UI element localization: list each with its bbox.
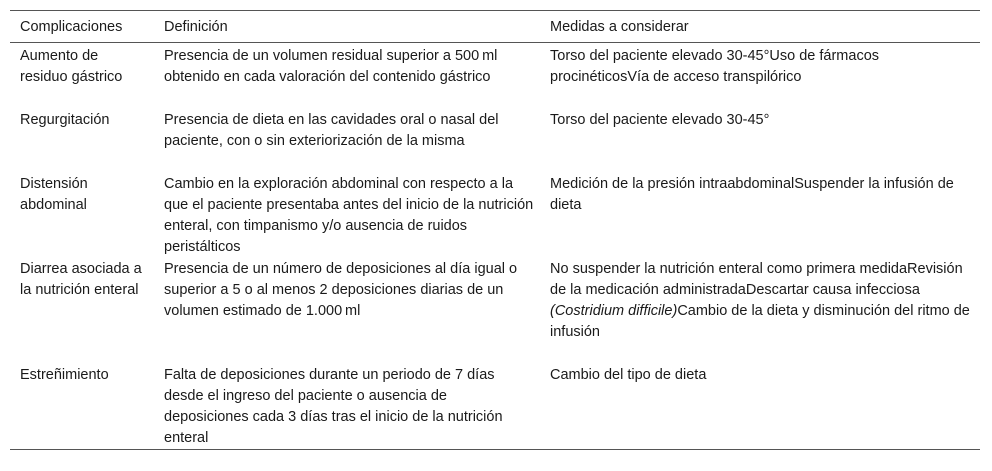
cell-measures: Medición de la presión intraabdominalSuspender la infusión de dieta xyxy=(550,176,954,213)
table-body xyxy=(10,43,980,450)
cell-measures: Torso del paciente elevado 30-45° xyxy=(550,112,770,128)
cell-definition: Presencia de un número de deposiciones al día igual o superior a 5 o al menos 2 deposiciones diarias de un volumen estimado de 1.000 ml xyxy=(164,261,518,319)
cell-measures xyxy=(540,258,980,364)
cell-measures: Cambio del tipo de dieta xyxy=(540,364,980,450)
complications-table-container xyxy=(10,10,980,450)
cell-complication: Aumento de residuo gástrico xyxy=(20,48,123,85)
cell-measures: Torso del paciente elevado 30-45°Uso de fármacos procinéticosVía de acceso transpilórico xyxy=(550,48,880,85)
cell-complication: Diarrea asociada a la nutrición enteral xyxy=(20,261,142,298)
complications-table xyxy=(10,10,980,450)
table-row xyxy=(10,109,980,173)
measures-text-after: Cambio de la dieta y disminución del ritmo de infusión xyxy=(550,303,970,340)
header-definicion: Definición xyxy=(154,11,540,43)
table-row xyxy=(10,43,980,110)
measures-text-before: No suspender la nutrición enteral como primera medidaRevisión de la medicación administradaDescartar causa infecciosa xyxy=(550,261,963,298)
cell-definition: Cambio en la exploración abdominal con respecto a la que el paciente presentaba antes del inicio de la nutrición enteral, con timpanismo y/o ausencia de ruidos peristálticos xyxy=(164,176,534,255)
table-header xyxy=(10,11,980,43)
header-complicaciones: Complicaciones xyxy=(10,11,154,43)
cell-definition: Presencia de dieta en las cavidades oral o nasal del paciente, con o sin exteriorización de la misma xyxy=(164,112,499,149)
cell-definition: Falta de deposiciones durante un periodo de 7 días desde el ingreso del paciente o ausencia de deposiciones cada 3 días tras el inicio de la nutrición enteral xyxy=(154,364,540,450)
cell-complication: Estreñimiento xyxy=(10,364,154,450)
header-row xyxy=(10,11,980,43)
measures-text-italic: (Costridium difficile) xyxy=(550,303,678,319)
table-row xyxy=(10,364,980,450)
cell-complication: Regurgitación xyxy=(20,112,110,128)
cell-complication: Distensión abdominal xyxy=(20,176,88,213)
table-row xyxy=(10,258,980,364)
cell-definition: Presencia de un volumen residual superior a 500 ml obtenido en cada valoración del contenido gástrico xyxy=(164,48,498,85)
table-row xyxy=(10,173,980,258)
header-medidas: Medidas a considerar xyxy=(540,11,980,43)
